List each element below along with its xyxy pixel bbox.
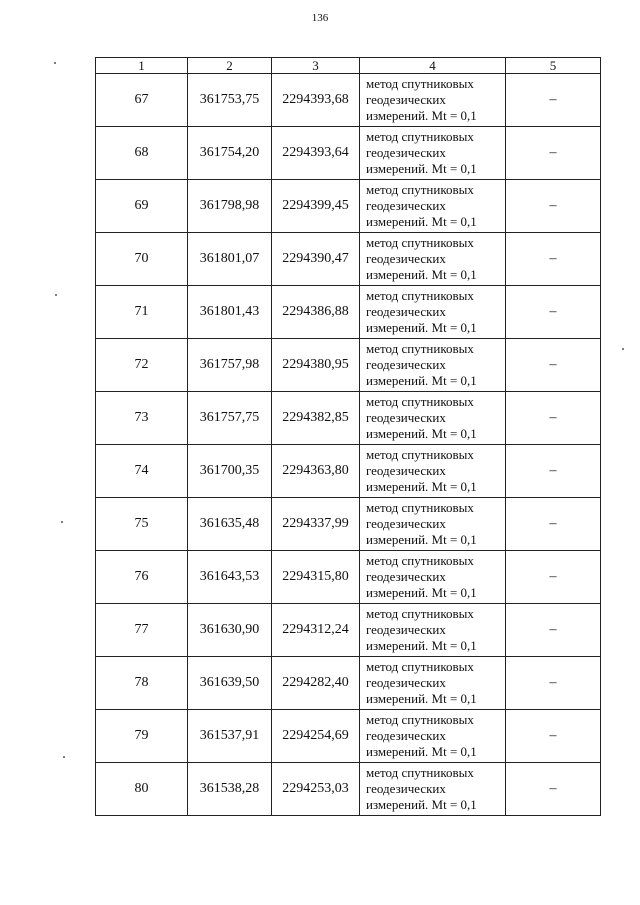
table-row: [96, 498, 601, 551]
cell-y-coordinate: 2294390,47: [272, 233, 360, 286]
cell-note: –: [506, 498, 601, 551]
cell-method: метод спутниковых геодезических измерений. Mt = 0,1: [360, 392, 506, 445]
cell-y-coordinate: 2294382,85: [272, 392, 360, 445]
coordinates-table: [95, 57, 601, 816]
cell-method: метод спутниковых геодезических измерений. Mt = 0,1: [360, 551, 506, 604]
cell-y-coordinate: 2294253,03: [272, 763, 360, 816]
cell-x-coordinate: 361538,28: [188, 763, 272, 816]
cell-x-coordinate: 361639,50: [188, 657, 272, 710]
cell-method: метод спутниковых геодезических измерений. Mt = 0,1: [360, 180, 506, 233]
cell-method: метод спутниковых геодезических измерений. Mt = 0,1: [360, 657, 506, 710]
table-row: [96, 286, 601, 339]
cell-x-coordinate: 361754,20: [188, 127, 272, 180]
cell-y-coordinate: 2294393,64: [272, 127, 360, 180]
table-row: [96, 763, 601, 816]
cell-y-coordinate: 2294315,80: [272, 551, 360, 604]
scan-speck: [61, 521, 63, 523]
cell-method: метод спутниковых геодезических измерений. Mt = 0,1: [360, 498, 506, 551]
cell-note: –: [506, 710, 601, 763]
cell-note: –: [506, 657, 601, 710]
header-col-5: 5: [506, 58, 601, 74]
cell-point-number: 79: [96, 710, 188, 763]
cell-method: метод спутниковых геодезических измерений. Mt = 0,1: [360, 445, 506, 498]
table-row: [96, 74, 601, 127]
cell-y-coordinate: 2294312,24: [272, 604, 360, 657]
cell-point-number: 78: [96, 657, 188, 710]
cell-x-coordinate: 361700,35: [188, 445, 272, 498]
table-body: [96, 74, 601, 816]
cell-note: –: [506, 286, 601, 339]
table-row: [96, 392, 601, 445]
scan-speck: [622, 348, 624, 350]
cell-x-coordinate: 361757,98: [188, 339, 272, 392]
cell-note: –: [506, 604, 601, 657]
cell-point-number: 74: [96, 445, 188, 498]
table-row: [96, 233, 601, 286]
cell-point-number: 76: [96, 551, 188, 604]
table-row: [96, 339, 601, 392]
cell-method: метод спутниковых геодезических измерений. Mt = 0,1: [360, 339, 506, 392]
cell-point-number: 71: [96, 286, 188, 339]
cell-point-number: 73: [96, 392, 188, 445]
cell-point-number: 70: [96, 233, 188, 286]
cell-x-coordinate: 361757,75: [188, 392, 272, 445]
cell-x-coordinate: 361798,98: [188, 180, 272, 233]
cell-method: метод спутниковых геодезических измерений. Mt = 0,1: [360, 710, 506, 763]
cell-note: –: [506, 392, 601, 445]
cell-x-coordinate: 361643,53: [188, 551, 272, 604]
cell-y-coordinate: 2294393,68: [272, 74, 360, 127]
table-row: [96, 180, 601, 233]
cell-x-coordinate: 361635,48: [188, 498, 272, 551]
header-col-3: 3: [272, 58, 360, 74]
cell-x-coordinate: 361630,90: [188, 604, 272, 657]
cell-note: –: [506, 763, 601, 816]
cell-y-coordinate: 2294254,69: [272, 710, 360, 763]
cell-note: –: [506, 339, 601, 392]
table-row: [96, 657, 601, 710]
cell-y-coordinate: 2294399,45: [272, 180, 360, 233]
cell-note: –: [506, 180, 601, 233]
cell-y-coordinate: 2294282,40: [272, 657, 360, 710]
table-header-row: [96, 58, 601, 74]
cell-y-coordinate: 2294386,88: [272, 286, 360, 339]
cell-y-coordinate: 2294363,80: [272, 445, 360, 498]
cell-note: –: [506, 127, 601, 180]
header-col-2: 2: [188, 58, 272, 74]
table-row: [96, 127, 601, 180]
cell-note: –: [506, 445, 601, 498]
cell-point-number: 72: [96, 339, 188, 392]
cell-note: –: [506, 233, 601, 286]
cell-point-number: 77: [96, 604, 188, 657]
header-col-1: 1: [96, 58, 188, 74]
cell-y-coordinate: 2294380,95: [272, 339, 360, 392]
table-row: [96, 710, 601, 763]
cell-point-number: 69: [96, 180, 188, 233]
scan-speck: [63, 756, 65, 758]
cell-method: метод спутниковых геодезических измерений. Mt = 0,1: [360, 233, 506, 286]
cell-x-coordinate: 361801,43: [188, 286, 272, 339]
cell-method: метод спутниковых геодезических измерений. Mt = 0,1: [360, 763, 506, 816]
scan-speck: [55, 294, 57, 296]
cell-point-number: 68: [96, 127, 188, 180]
cell-point-number: 67: [96, 74, 188, 127]
cell-x-coordinate: 361801,07: [188, 233, 272, 286]
cell-method: метод спутниковых геодезических измерений. Mt = 0,1: [360, 74, 506, 127]
cell-method: метод спутниковых геодезических измерений. Mt = 0,1: [360, 127, 506, 180]
scan-speck: [54, 62, 56, 64]
table-row: [96, 551, 601, 604]
cell-point-number: 80: [96, 763, 188, 816]
cell-point-number: 75: [96, 498, 188, 551]
cell-note: –: [506, 551, 601, 604]
table-row: [96, 604, 601, 657]
cell-x-coordinate: 361753,75: [188, 74, 272, 127]
header-col-4: 4: [360, 58, 506, 74]
cell-note: –: [506, 74, 601, 127]
cell-method: метод спутниковых геодезических измерений. Mt = 0,1: [360, 604, 506, 657]
table-row: [96, 445, 601, 498]
cell-x-coordinate: 361537,91: [188, 710, 272, 763]
cell-method: метод спутниковых геодезических измерений. Mt = 0,1: [360, 286, 506, 339]
cell-y-coordinate: 2294337,99: [272, 498, 360, 551]
page-number: 136: [311, 12, 329, 24]
